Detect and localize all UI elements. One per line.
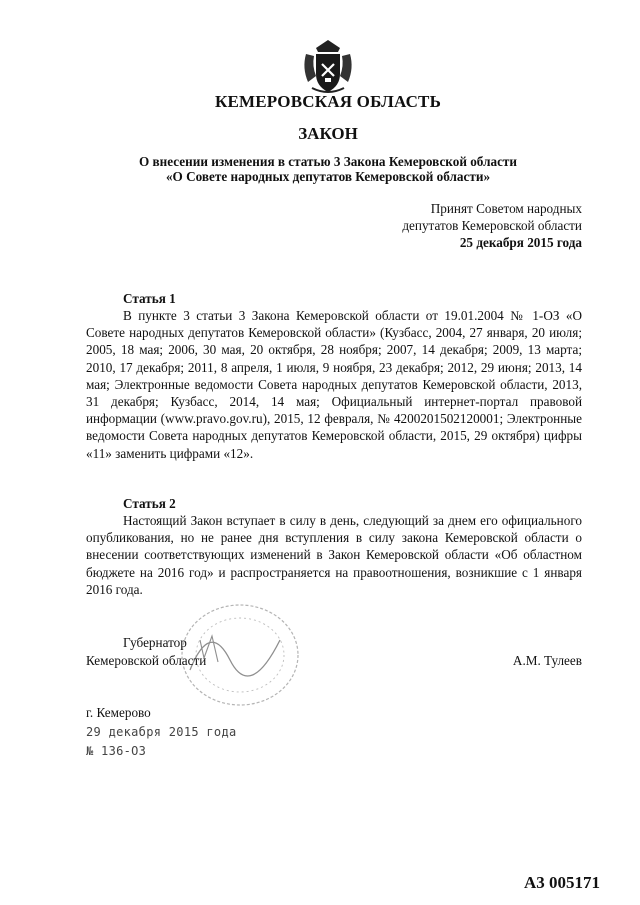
adoption-date: 25 декабря 2015 года <box>459 235 582 250</box>
registration-stamp <box>86 723 237 761</box>
law-subject <box>100 154 556 184</box>
governor-title: Губернатор <box>123 635 187 650</box>
signature-title <box>86 634 206 669</box>
adoption-line-2: депутатов Кемеровской области <box>402 218 582 233</box>
article-2 <box>86 495 582 598</box>
governor-region: Кемеровской области <box>86 652 207 668</box>
document-type-title: ЗАКОН <box>298 124 358 143</box>
signatory-name: А.М. Тулеев <box>512 653 582 668</box>
article-heading: Статья 1 <box>123 291 176 306</box>
article-text: В пункте 3 статьи 3 Закона Кемеровской области от 19.01.2004 № 1-ОЗ «О Совете народных депутатов Кемеровской области» (Кузбасс, 2004, 27 января, 20 июля; 2005, 18 мая; 2006, 30 мая, 20 октября, 28 ноября; 2007, 14 декабря; 2009, 13 марта; 2010, 17 декабря; 2011, 8 апреля, 1 июля, 9 ноября, 23 декабря; 2012, 29 июня; 2013, 14 мая; Электронные ведомости Совета народных депутатов Кемеровской области, 2013, 31 декабря; Кузбасс, 2014, 14 мая; Официальный интернет-портал правовой информации (www.pravo.gov.ru), 2015, 12 февраля, № 4200201502120001; Электронные ведомости Совета народных депутатов Кемеровской области, 2015, 29 октября) цифры «11» заменить цифрами «12». <box>86 308 582 461</box>
region-title: КЕМЕРОВСКАЯ ОБЛАСТЬ <box>214 92 442 111</box>
subject-line-2: «О Совете народных депутатов Кемеровской области» <box>165 169 491 184</box>
article-1 <box>86 290 582 462</box>
article-text: Настоящий Закон вступает в силу в день, следующий за днем его официального опубликования, но не ранее дня вступления в силу закона Кемеровской области о внесении соответствующих изменений в Закон Кемеровской области «Об областном бюджете на 2016 год» и распространяется на правоотношения, возникшие с 1 января 2016 года. <box>86 513 582 597</box>
subject-line-1: О внесении изменения в статью 3 Закона Кемеровской области <box>139 154 517 169</box>
adoption-block <box>402 200 582 251</box>
city: г. Кемерово <box>86 705 151 720</box>
stamp-number: № 136-ОЗ <box>86 744 147 758</box>
stamp-date: 29 декабря 2015 года <box>86 725 237 739</box>
registry-number: А3 005171 <box>523 873 600 892</box>
kemerovo-coat-of-arms-icon <box>298 38 358 96</box>
article-heading: Статья 2 <box>123 496 176 511</box>
adoption-line-1: Принят Советом народных <box>430 201 582 216</box>
